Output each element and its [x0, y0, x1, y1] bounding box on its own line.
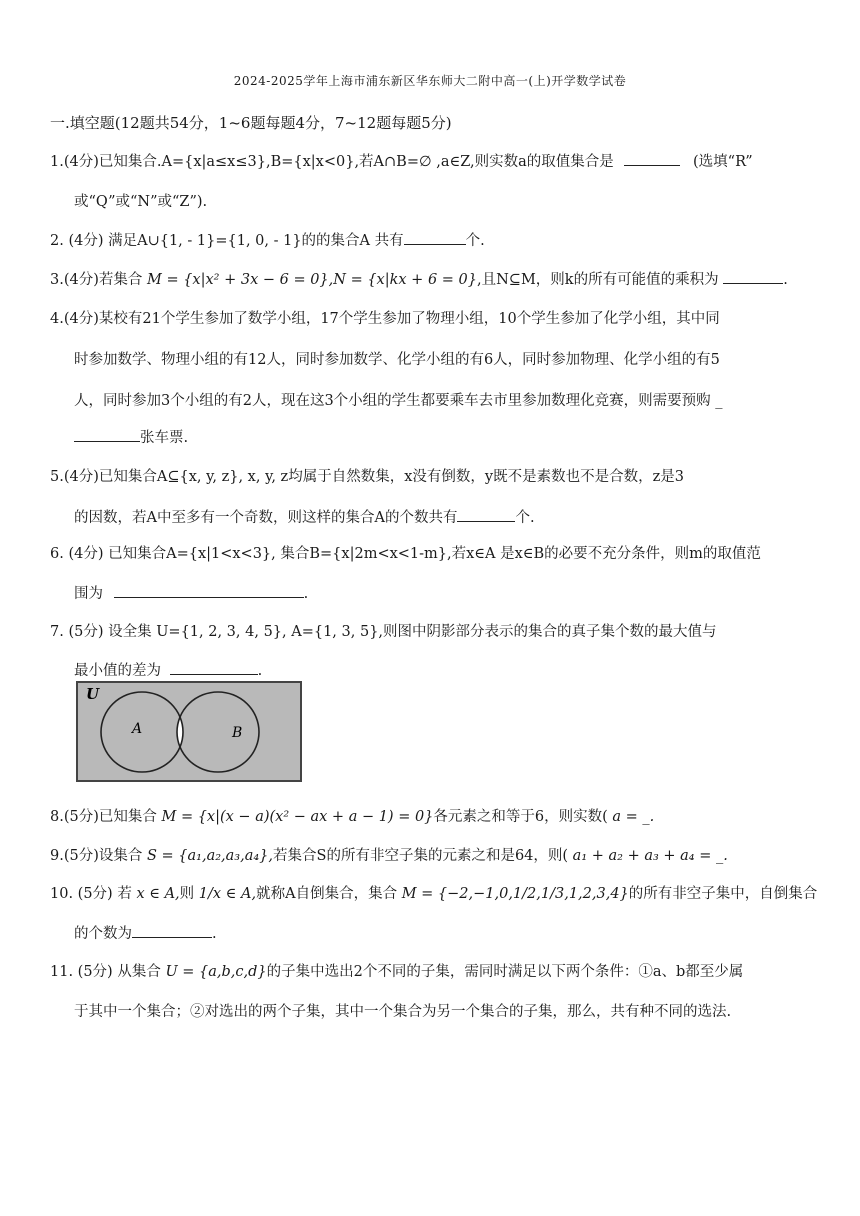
- q7-text: 最小值的差为: [74, 663, 161, 679]
- question-8: [50, 805, 654, 826]
- q10-text-4: 的所有非空子集中，自倒集合: [628, 886, 818, 902]
- q1-line2: 或“Q”或“N”或“Z”).: [74, 194, 208, 210]
- question-3: [50, 268, 788, 289]
- q7-text-end: .: [257, 663, 263, 679]
- q5-answer-blank[interactable]: [457, 507, 515, 522]
- q10-formula-2: 1/x ∈ A,: [198, 886, 257, 902]
- q10-answer-blank[interactable]: [132, 923, 212, 938]
- q1-answer-blank[interactable]: [624, 151, 680, 166]
- q3-formula: M = {x|x² + 3x − 6 = 0},N = {x|kx + 6 = 0}: [146, 272, 477, 288]
- question-2: [50, 229, 485, 250]
- question-7: 7. (5分) 设全集 U={1, 2, 3, 4, 5}, A={1, 3, 5},则图中阴影部分表示的集合的真子集个数的最大值与: [50, 624, 717, 640]
- question-4: 4.(4分)某校有21个学生参加了数学小组，17个学生参加了物理小组，10个学生参加了化学小组，其中同: [50, 311, 720, 327]
- q8-text: 8.(5分)已知集合: [50, 809, 157, 825]
- exam-title: 2024-2025学年上海市浦东新区华东师大二附中高一(上)开学数学试卷: [233, 74, 627, 88]
- set-a-label: A: [132, 721, 143, 737]
- question-10: [50, 882, 817, 903]
- question-6: 6. (4分) 已知集合A={x|1<x<3}, 集合B={x|2m<x<1-m},若x∈A 是x∈B的必要不充分条件，则m的取值范: [50, 546, 761, 562]
- q10-formula-1: x ∈ A,: [136, 886, 180, 902]
- q10-formula-3: M = {−2,−1,0,1/2,1/3,1,2,3,4}: [401, 886, 629, 902]
- q11-text-2: 的子集中选出2个不同的子集，需同时满足以下两个条件：①a、b都至少属: [266, 964, 744, 980]
- section-heading: 一.填空题(12题共54分，1~6题每题4分，7~12题每题5分): [50, 114, 452, 132]
- q10-line2: [74, 922, 217, 943]
- set-b-circle: [177, 692, 259, 772]
- q6-text-end: .: [303, 586, 309, 602]
- question-11: [50, 960, 743, 981]
- q3-answer-blank[interactable]: [723, 269, 783, 284]
- q2-text-suffix: 个.: [465, 233, 485, 249]
- q5-line2: [74, 506, 535, 527]
- q8-text-mid: 各元素之和等于6，则实数(: [433, 809, 608, 825]
- q10-line2-end: .: [212, 926, 217, 942]
- q3-text: 3.(4分)若集合: [50, 272, 143, 288]
- question-5: 5.(4分)已知集合A⊆{x, y, z}, x, y, z均属于自然数集，x没有倒数，y既不是素数也不是合数，z是3: [50, 469, 684, 485]
- q9-text: 9.(5分)设集合: [50, 848, 143, 864]
- q9-text-mid: 若集合S的所有非空子集的元素之和是64，则(: [273, 848, 569, 864]
- q11-text: 11. (5分) 从集合: [50, 964, 161, 980]
- q9-formula: S = {a₁,a₂,a₃,a₄},: [146, 848, 274, 864]
- q8-answer: a = _.: [612, 809, 655, 825]
- q11-formula: U = {a,b,c,d}: [165, 964, 267, 980]
- q8-formula: M = {x|(x − a)(x² − ax + a − 1) = 0}: [161, 809, 434, 825]
- q7-answer-blank[interactable]: [170, 660, 258, 675]
- q5-text-end: 个.: [515, 510, 535, 526]
- set-b-label: B: [232, 725, 243, 741]
- q1-text: 1.(4分)已知集合.A={x|a≤x≤3},B={x|x<0},若A∩B=∅ ,a∈Z,则实数a的取值集合是: [50, 154, 614, 170]
- q6-answer-blank[interactable]: [114, 583, 304, 598]
- q4-text-end: 张车票.: [140, 430, 189, 446]
- q3-text-end: .: [783, 272, 788, 288]
- q1-text-suffix: (选填“R”: [693, 154, 753, 170]
- question-9: [50, 844, 728, 865]
- q10-text-2: 则: [179, 886, 195, 902]
- q2-text: 2. (4分) 满足A∪{1, - 1}={1, 0, - 1}的的集合A 共有: [50, 233, 404, 249]
- venn-diagram: [76, 681, 302, 782]
- venn-svg: [78, 683, 300, 780]
- q10-line2-text: 的个数为: [74, 926, 132, 942]
- q9-answer: a₁ + a₂ + a₃ + a₄ = _.: [572, 848, 728, 864]
- q6-line2: [74, 582, 308, 603]
- q4-line3: 人，同时参加3个小组的有2人，现在这3个小组的学生都要乘车去市里参加数理化竞赛，则需要预购 _: [74, 393, 723, 409]
- q4-line2: 时参加数学、物理小组的有12人，同时参加数学、化学小组的有6人，同时参加物理、化学小组的有5: [74, 352, 720, 368]
- q7-line2: [74, 659, 262, 680]
- q4-answer-blank[interactable]: [74, 427, 140, 442]
- q2-answer-blank[interactable]: [404, 230, 466, 245]
- q6-text: 围为: [74, 586, 103, 602]
- universal-set-label: U: [86, 685, 100, 703]
- q11-line2: 于其中一个集合；②对选出的两个子集，其中一个集合为另一个集合的子集，那么，共有种不同的选法.: [74, 1004, 732, 1020]
- q5-text: 的因数，若A中至多有一个奇数，则这样的集合A的个数共有: [74, 510, 458, 526]
- q3-text-mid: ,且N⊆M，则k的所有可能值的乘积为: [477, 272, 719, 288]
- q10-text: 10. (5分) 若: [50, 886, 132, 902]
- q10-text-3: 就称A自倒集合，集合: [256, 886, 398, 902]
- question-1: [50, 150, 753, 171]
- q4-line4: [74, 426, 188, 447]
